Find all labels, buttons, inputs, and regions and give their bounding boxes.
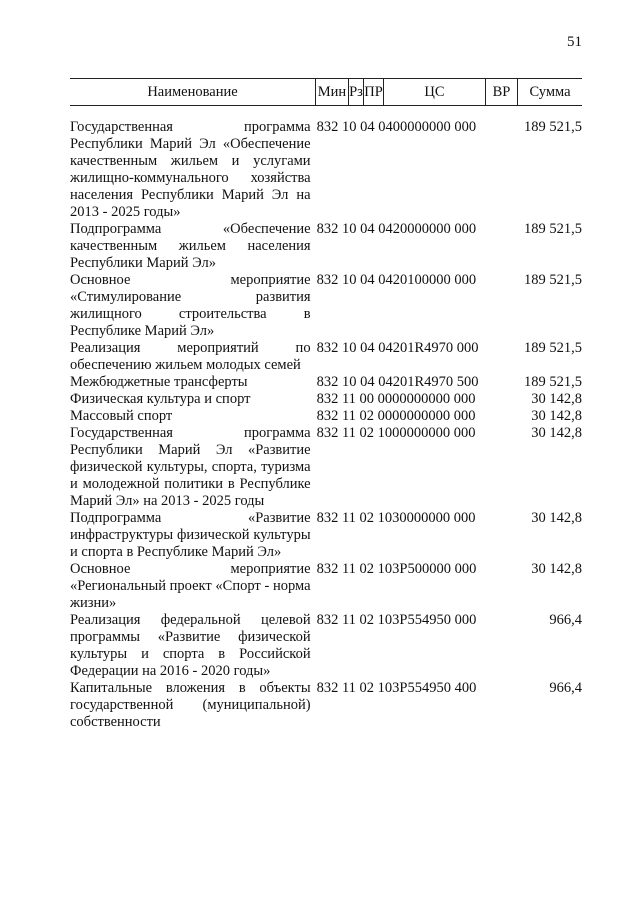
header-min: Мин [315,79,348,105]
table-row [70,272,582,340]
row-sum: 30 142,8 [531,391,582,407]
row-codes [314,374,506,391]
row-sum: 30 142,8 [531,408,582,424]
row-pr: 00 [359,391,375,407]
row-min: 832 [316,391,339,407]
row-codes [314,510,506,527]
row-pr: 02 [359,510,375,526]
row-vr: 000 [454,119,477,135]
row-codes [314,680,506,697]
row-vr: 500 [456,374,479,390]
row-pr: 02 [359,612,375,628]
row-vr: 000 [454,221,477,237]
row-name: Межбюджетные трансферты [70,374,248,390]
row-name: Реализация мероприятий по обеспечению жильем молодых семей [70,340,311,373]
row-sum: 189 521,5 [524,272,582,288]
row-cs: 0000000000 [377,408,451,424]
row-min: 832 [316,221,339,237]
row-cs: 0420100000 [378,272,451,288]
header-rz: Рз [348,79,363,105]
header-pr: ПР [363,79,383,105]
row-sum: 30 142,8 [531,510,582,526]
row-codes [314,408,506,425]
row-codes [314,340,506,357]
table-row [70,374,582,391]
row-cs: 0000000000 [377,391,451,407]
row-cs: 04201R4970 [378,340,454,356]
row-vr: 000 [454,272,477,288]
row-min: 832 [316,340,339,356]
table-row [70,408,582,425]
row-codes [314,425,506,442]
table-row [70,425,582,510]
row-name: Основное мероприятие «Региональный проект «Спорт - норма жизни» [70,561,311,611]
row-pr: 02 [359,408,375,424]
row-cs: 0420000000 [378,221,451,237]
row-codes [314,391,506,408]
table-header [70,78,582,106]
row-name: Капитальные вложения в объекты государственной (муниципальной) собственности [70,680,311,730]
row-name: Государственная программа Республики Марий Эл «Обеспечение качественным жильем и услугами жилищно-коммунального хозяйства населения Республики Марий Эл на 2013 - 2025 годы» [70,119,311,220]
row-rz: 11 [341,680,356,696]
row-pr: 04 [360,221,375,237]
row-min: 832 [316,272,339,288]
row-pr: 02 [359,425,375,441]
row-rz: 11 [341,561,356,577]
row-codes [314,561,506,578]
row-codes [314,119,506,136]
table-row [70,119,582,221]
row-cs: 0400000000 [378,119,451,135]
row-min: 832 [316,510,339,526]
row-vr: 000 [453,408,476,424]
row-name: Реализация федеральной целевой программы «Развитие физической культуры и спорта в Российской Федерации на 2016 - 2020 годы» [70,612,311,679]
row-rz: 11 [341,612,356,628]
row-cs: 1030000000 [377,510,451,526]
row-min: 832 [316,408,339,424]
row-cs: 04201R4970 [378,374,454,390]
row-cs: 103P500000 [377,561,451,577]
table-row [70,561,582,612]
row-min: 832 [316,425,339,441]
row-min: 832 [316,561,339,577]
row-vr: 000 [453,391,476,407]
budget-table [70,78,582,731]
row-sum: 189 521,5 [524,374,582,390]
row-codes [314,272,506,289]
row-name: Подпрограмма «Развитие инфраструктуры физической культуры и спорта в Республике Марий Эл» [70,510,311,560]
row-pr: 02 [359,680,375,696]
row-vr: 000 [453,425,476,441]
header-vr: ВР [485,79,517,105]
row-pr: 04 [360,119,375,135]
row-vr: 000 [454,612,477,628]
row-name: Основное мероприятие «Стимулирование развития жилищного строительства в Республике Марий Эл» [70,272,311,339]
row-sum: 189 521,5 [524,119,582,135]
header-name: Наименование [147,84,238,100]
row-sum: 966,4 [549,612,582,628]
row-rz: 11 [341,425,356,441]
table-row [70,612,582,680]
row-rz: 11 [341,408,356,424]
row-min: 832 [316,119,339,135]
row-sum: 189 521,5 [524,221,582,237]
row-sum: 189 521,5 [524,340,582,356]
row-rz: 11 [341,510,356,526]
row-pr: 04 [360,340,375,356]
row-codes [314,221,506,238]
row-pr: 04 [360,272,375,288]
row-min: 832 [316,374,339,390]
row-name: Государственная программа Республики Марий Эл «Развитие физической культуры, спорта, туризма и молодежной политики в Республике Марий Эл» на 2013 - 2025 годы [70,425,311,509]
row-vr: 000 [453,510,476,526]
table-row [70,510,582,561]
row-codes [314,612,506,629]
row-rz: 10 [341,272,357,288]
page-number: 51 [567,34,582,50]
table-row [70,221,582,272]
row-min: 832 [316,680,339,696]
row-rz: 10 [341,221,357,237]
row-cs: 103P554950 [377,680,451,696]
row-rz: 10 [341,374,357,390]
header-cs: ЦС [383,79,485,105]
row-sum: 966,4 [549,680,582,696]
table-row [70,391,582,408]
row-rz: 10 [341,340,357,356]
row-name: Физическая культура и спорт [70,391,251,407]
header-sum: Сумма [517,79,582,105]
table-row [70,680,582,731]
row-cs: 1000000000 [377,425,451,441]
row-vr: 000 [456,340,479,356]
row-rz: 10 [341,119,357,135]
table-row [70,340,582,374]
row-name: Массовый спорт [70,408,173,424]
row-sum: 30 142,8 [531,561,582,577]
row-sum: 30 142,8 [531,425,582,441]
row-rz: 11 [341,391,356,407]
row-pr: 02 [359,561,375,577]
row-vr: 000 [454,561,477,577]
row-pr: 04 [360,374,375,390]
row-vr: 400 [454,680,477,696]
row-cs: 103P554950 [377,612,451,628]
row-min: 832 [316,612,339,628]
table-body [70,119,582,731]
row-name: Подпрограмма «Обеспечение качественным жильем населения Республики Марий Эл» [70,221,311,271]
